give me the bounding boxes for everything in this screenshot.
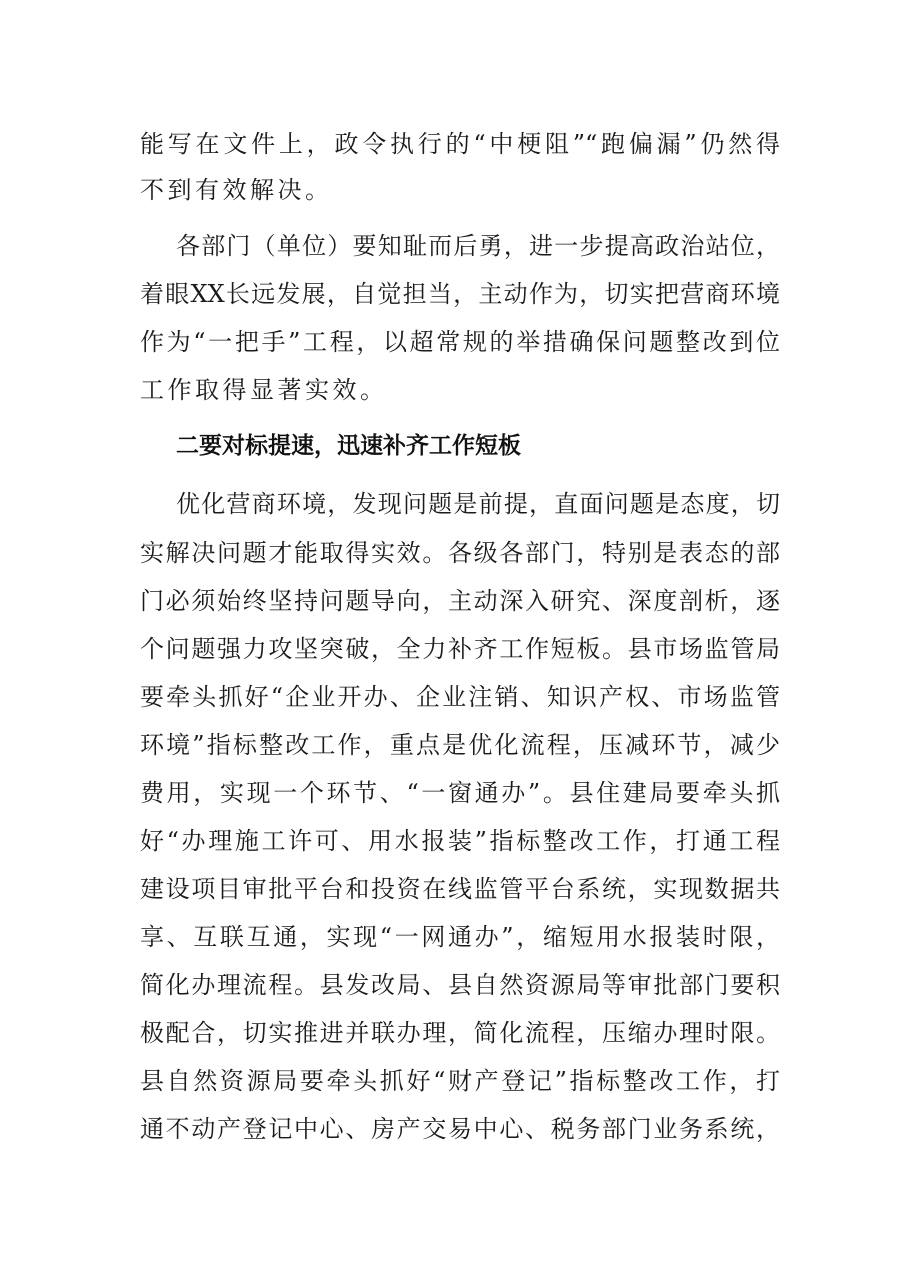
paragraph-line: 县自然资源局要牵头抓好“财产登记”指标整改工作，打 (140, 1067, 780, 1095)
paragraph-line: 个问题强力攻坚突破，全力补齐工作短板。县市场监管局 (140, 635, 780, 663)
paragraph-line: 不到有效解决。 (140, 176, 333, 204)
paragraph-line: 费用，实现一个环节、“一窗通办”。县住建局要牵头抓 (140, 779, 780, 807)
paragraph-line: 门必须始终坚持问题导向，主动深入研究、深度剖析，逐 (140, 587, 780, 615)
paragraph-line: 能写在文件上，政令执行的“中梗阻”“跑偏漏”仍然得 (140, 130, 780, 158)
paragraph-line: 建设项目审批平台和投资在线监管平台系统，实现数据共 (140, 875, 780, 903)
paragraph-line: 好“办理施工许可、用水报装”指标整改工作，打通工程 (140, 827, 780, 855)
paragraph-line: 通不动产登记中心、房产交易中心、税务部门业务系统， (140, 1115, 780, 1143)
section-heading: 二要对标提速，迅速补齐工作短板 (176, 433, 521, 459)
paragraph-line: 各部门（单位）要知耻而后勇，进一步提高政治站位， (176, 232, 780, 260)
paragraph-line: 工作取得显著实效。 (140, 376, 388, 404)
paragraph-line: 优化营商环境，发现问题是前提，直面问题是态度，切 (176, 490, 780, 518)
paragraph-line: 作为“一把手”工程，以超常规的举措确保问题整改到位 (140, 328, 780, 356)
paragraph-line: 要牵头抓好“企业开办、企业注销、知识产权、市场监管 (140, 683, 780, 711)
paragraph-line: 极配合，切实推进并联办理，简化流程，压缩办理时限。 (140, 1019, 780, 1047)
paragraph-line: 享、互联互通，实现“一网通办”，缩短用水报装时限， (140, 923, 780, 951)
paragraph-line: 环境”指标整改工作，重点是优化流程，压减环节，减少 (140, 731, 780, 759)
paragraph-line: 简化办理流程。县发改局、县自然资源局等审批部门要积 (140, 971, 780, 999)
paragraph-line: 实解决问题才能取得实效。各级各部门，特别是表态的部 (140, 539, 780, 567)
paragraph-line: 着眼XX长远发展，自觉担当，主动作为，切实把营商环境 (140, 280, 780, 308)
